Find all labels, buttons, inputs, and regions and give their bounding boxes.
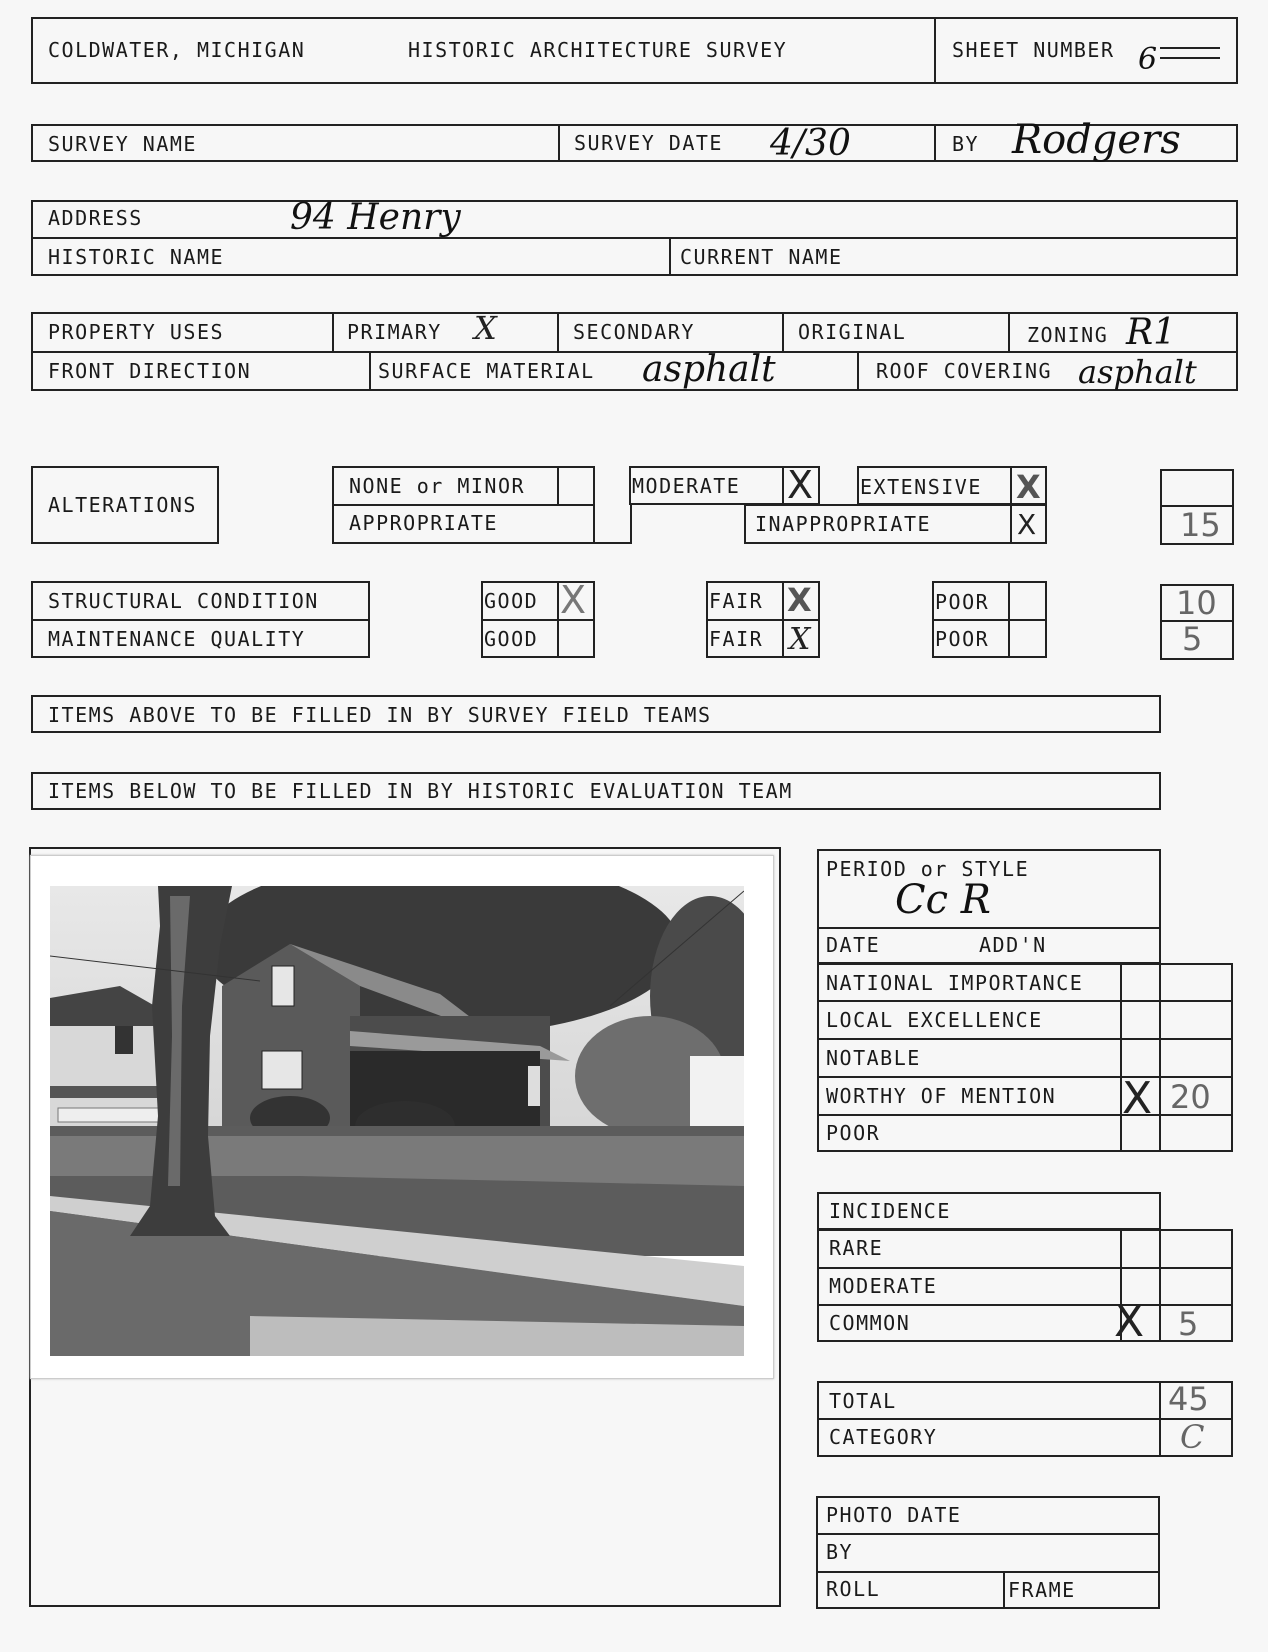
strikethrough-mark (1160, 47, 1220, 59)
photo-info-sep-1 (816, 1533, 1160, 1535)
category-value: C (1180, 1418, 1205, 1456)
survey-by-value: Rodgers (1012, 117, 1181, 163)
property-divider-4 (1008, 312, 1010, 351)
note-above: ITEMS ABOVE TO BE FILLED IN BY SURVEY FIELD TEAMS (48, 703, 712, 727)
maintenance-quality-label: MAINTENANCE QUALITY (48, 627, 306, 651)
survey-by-label: BY (952, 132, 980, 156)
header-divider (934, 17, 936, 84)
maintenance-fair-label: FAIR (709, 627, 764, 651)
city-label: COLDWATER, MICHIGAN (48, 38, 306, 62)
address-separator (31, 237, 1238, 239)
survey-divider-2 (934, 124, 936, 162)
roll-frame-divider (1003, 1571, 1005, 1609)
current-name-label: CURRENT NAME (680, 245, 843, 269)
garage (690, 1056, 744, 1136)
property-divider-6 (857, 351, 859, 391)
frame-label: FRAME (1008, 1578, 1076, 1602)
survey-name-label: SURVEY NAME (48, 132, 197, 156)
importance-sep-2 (817, 1038, 1233, 1040)
structural-good-mark: X (560, 578, 587, 622)
property-divider-2 (557, 312, 559, 351)
maintenance-poor-label: POOR (935, 627, 990, 651)
photo-info-sep-2 (816, 1571, 1160, 1573)
none-minor-checkbox-divider (557, 466, 559, 504)
appropriate-checkbox-right (630, 504, 632, 544)
lower-window (262, 1051, 302, 1089)
secondary-label: SECONDARY (573, 320, 695, 344)
maintenance-good-label: GOOD (484, 627, 539, 651)
none-minor-separator (332, 504, 595, 506)
photo-by-label: BY (826, 1540, 854, 1564)
note-below: ITEMS BELOW TO BE FILLED IN BY HISTORIC EVALUATION TEAM (48, 779, 793, 803)
national-importance-label: NATIONAL IMPORTANCE (826, 971, 1084, 995)
inappropriate-mark: X (1017, 508, 1037, 541)
roof-covering-label: ROOF COVERING (876, 359, 1053, 383)
incidence-score-divider (1159, 1229, 1161, 1342)
notable-label: NOTABLE (826, 1046, 921, 1070)
surface-material-label: SURFACE MATERIAL (378, 359, 595, 383)
survey-date-label: SURVEY DATE (574, 131, 723, 155)
importance-sep-1 (817, 1000, 1233, 1002)
property-separator (31, 351, 1238, 353)
historic-name-label: HISTORIC NAME (48, 245, 225, 269)
incidence-sep-1 (817, 1267, 1233, 1269)
local-excellence-label: LOCAL EXCELLENCE (826, 1008, 1043, 1032)
condition-label-separator (31, 619, 370, 621)
primary-label: PRIMARY (347, 320, 442, 344)
roll-label: ROLL (826, 1577, 881, 1601)
incidence-sep-2 (817, 1304, 1233, 1306)
structural-poor-label: POOR (935, 590, 990, 614)
appropriate-label: APPROPRIATE (349, 511, 498, 535)
neighbor-window (115, 1026, 133, 1054)
total-value: 45 (1168, 1380, 1209, 1418)
structural-score: 10 (1176, 584, 1217, 622)
fair-separator (706, 619, 820, 621)
survey-date-value: 4/30 (770, 123, 851, 164)
upper-window (272, 966, 294, 1006)
address-label: ADDRESS (48, 206, 143, 230)
original-label: ORIGINAL (798, 320, 907, 344)
date-label: DATE (826, 933, 881, 957)
moderate-checkbox-divider (782, 466, 784, 505)
incidence-label: INCIDENCE (829, 1199, 951, 1223)
addn-label: ADD'N (979, 933, 1047, 957)
address-value: 94 Henry (290, 197, 461, 238)
survey-divider-1 (558, 124, 560, 162)
extensive-checkbox-divider (1010, 466, 1012, 505)
property-divider-5 (369, 351, 371, 391)
alterations-score: 15 (1180, 506, 1221, 544)
importance-poor-label: POOR (826, 1121, 881, 1145)
period-value: Cc R (895, 877, 991, 923)
fair-checkbox-divider (782, 581, 784, 658)
structural-fair-mark: X (787, 581, 812, 619)
sheet-number-value: 6 (1138, 42, 1158, 77)
side-window (528, 1066, 540, 1106)
inappropriate-checkbox-divider (1010, 504, 1012, 544)
inappropriate-label: INAPPROPRIATE (755, 512, 932, 536)
roof-covering-value: asphalt (1078, 353, 1197, 391)
totals-separator (817, 1418, 1233, 1420)
importance-score-divider (1159, 963, 1161, 1152)
extensive-label: EXTENSIVE (860, 475, 982, 499)
address-divider (669, 237, 671, 276)
photo-date-label: PHOTO DATE (826, 1503, 962, 1527)
structural-good-label: GOOD (484, 589, 539, 613)
alterations-label: ALTERATIONS (48, 493, 197, 517)
totals-divider (1159, 1381, 1161, 1457)
appropriate-row-bottom (595, 542, 630, 544)
worthy-label: WORTHY OF MENTION (826, 1084, 1057, 1108)
front-direction-label: FRONT DIRECTION (48, 359, 252, 383)
moderate-mark: X (787, 463, 814, 507)
structural-condition-label: STRUCTURAL CONDITION (48, 589, 319, 613)
property-divider-1 (332, 312, 334, 351)
maintenance-score: 5 (1182, 620, 1203, 658)
zoning-label: ZONING (1027, 323, 1109, 347)
sheet-number-label: SHEET NUMBER (952, 38, 1115, 62)
period-label: PERIOD or STYLE (826, 857, 1030, 881)
total-label: TOTAL (829, 1389, 897, 1413)
neighbor-porch (50, 1086, 175, 1098)
poor-checkbox-divider (1008, 581, 1010, 658)
worthy-score: 20 (1170, 1078, 1211, 1116)
common-mark: X (1114, 1296, 1145, 1347)
zoning-value: R1 (1126, 312, 1177, 353)
neighbor-railing (58, 1108, 168, 1122)
moderate-label: MODERATE (632, 474, 741, 498)
property-uses-label: PROPERTY USES (48, 320, 225, 344)
property-divider-3 (782, 312, 784, 351)
incidence-moderate-label: MODERATE (829, 1274, 938, 1298)
survey-title: HISTORIC ARCHITECTURE SURVEY (408, 38, 788, 62)
primary-mark: X (474, 309, 497, 347)
none-minor-label: NONE or MINOR (349, 474, 526, 498)
rare-label: RARE (829, 1236, 884, 1260)
maintenance-fair-mark: X (789, 622, 811, 657)
common-label: COMMON (829, 1311, 911, 1335)
poor-separator (932, 619, 1047, 621)
structural-fair-label: FAIR (709, 589, 764, 613)
common-score: 5 (1178, 1305, 1199, 1343)
good-checkbox-divider (557, 581, 559, 658)
surface-material-value: asphalt (642, 349, 776, 390)
category-label: CATEGORY (829, 1425, 938, 1449)
extensive-mark: X (1016, 468, 1041, 506)
house-photo (50, 886, 744, 1356)
worthy-mark: X (1122, 1073, 1153, 1124)
